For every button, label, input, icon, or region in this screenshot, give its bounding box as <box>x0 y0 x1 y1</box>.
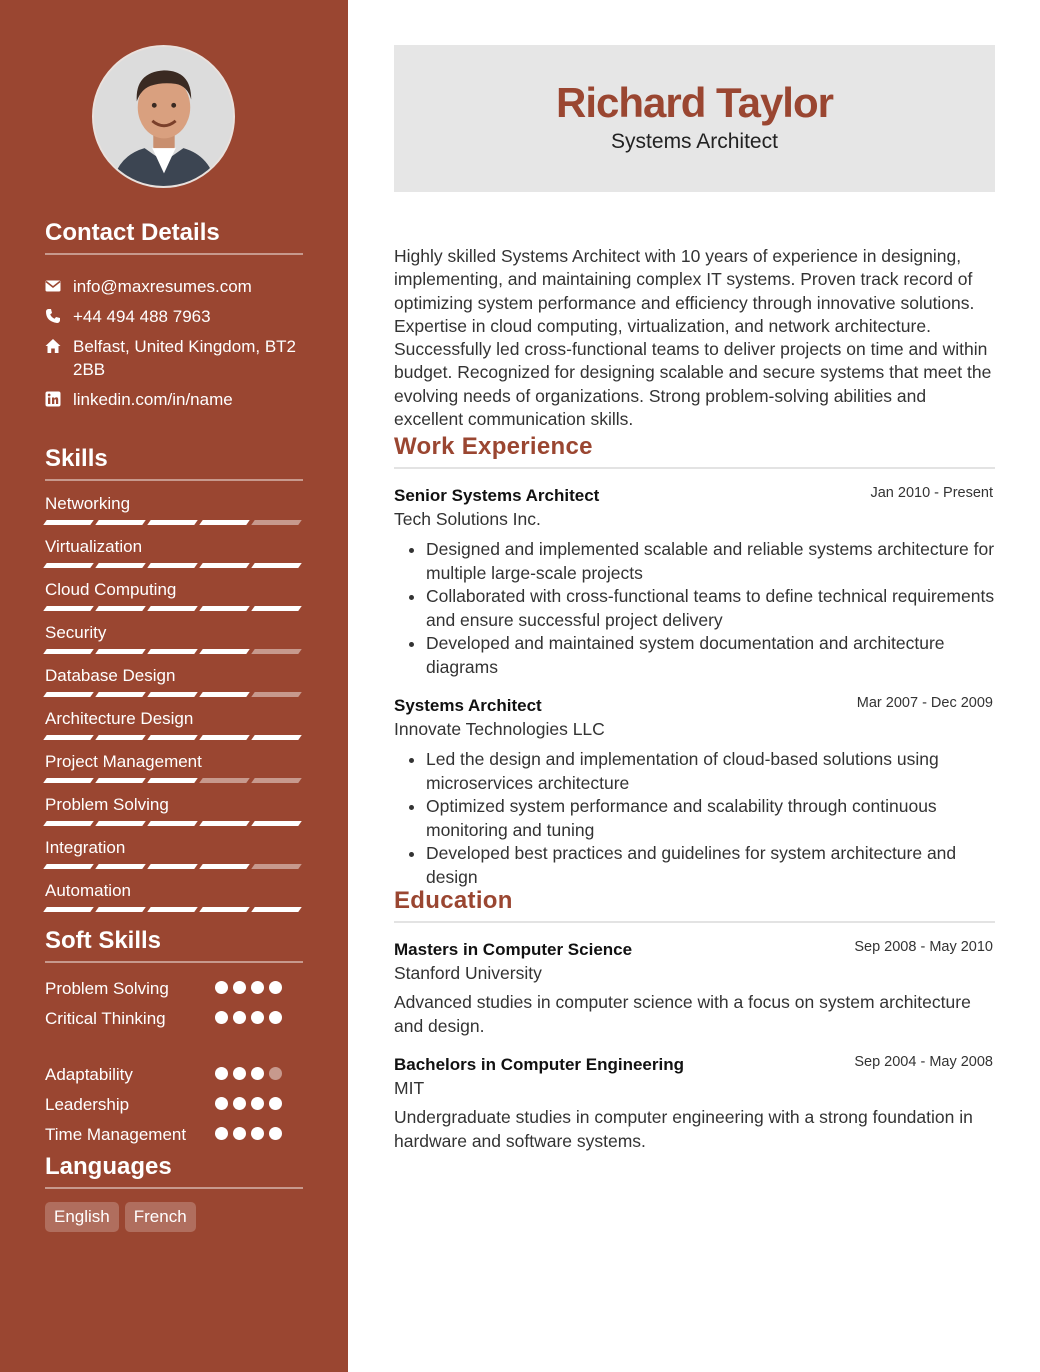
envelope-icon <box>45 275 73 294</box>
soft-skill-item <box>45 1008 303 1064</box>
skill-level-segment <box>95 735 146 740</box>
skill-level-segment <box>251 778 302 783</box>
rating-dot <box>215 981 228 994</box>
contact-email[interactable] <box>45 275 303 298</box>
rating-dot <box>269 981 282 994</box>
soft-skill-item <box>45 1124 303 1154</box>
job-bullet: • Optimized system performance and scalability through continuous monitoring and tuning <box>426 795 995 842</box>
skill-level-segment <box>251 864 302 869</box>
home-icon <box>45 335 73 354</box>
skill-level-segment <box>95 520 146 525</box>
skill-name: Architecture Design <box>45 709 194 728</box>
skill-level-segment <box>43 778 94 783</box>
soft-skill-rating <box>215 1011 282 1024</box>
contact-email-text: info@maxresumes.com <box>73 277 252 296</box>
language-tag: French <box>125 1202 196 1232</box>
skill-level-segment <box>251 520 302 525</box>
soft-skill-item <box>45 1094 303 1124</box>
languages-list <box>45 1202 303 1232</box>
education-date: Sep 2008 - May 2010 <box>854 939 993 955</box>
skill-name: Automation <box>45 881 131 900</box>
job-bullet: • Led the design and implementation of cloud-based solutions using microservices architecture <box>426 748 995 795</box>
rating-dot <box>233 1011 246 1024</box>
summary-text: Highly skilled Systems Architect with 10 years of experience in designing, implementing, and maintaining complex IT systems. Proven track record of optimizing system performance and efficiency through innovative solutions. Expertise in cloud computing, virtualization, and network architecture. Successfully led cross-functional teams to deliver projects on time and within budget. Recognized for designing scalable and secure systems that meet the evolving needs of organizations. Strong problem-solving abilities and excellent communication skills. <box>394 246 992 430</box>
rating-dot <box>251 1011 264 1024</box>
skill-item <box>45 579 303 622</box>
contact-phone-text: +44 494 488 7963 <box>73 307 211 326</box>
avatar <box>92 45 235 188</box>
rating-dot <box>251 981 264 994</box>
job-date: Jan 2010 - Present <box>870 485 993 501</box>
job-header <box>394 695 995 717</box>
skill-level-segment <box>147 563 198 568</box>
language-tag: English <box>45 1202 119 1232</box>
rating-dot <box>233 1097 246 1110</box>
soft-skill-rating <box>215 1067 282 1080</box>
rating-dot <box>269 1127 282 1140</box>
job-entry <box>394 485 995 679</box>
skill-name: Project Management <box>45 752 202 771</box>
skill-item <box>45 622 303 665</box>
skill-level-segment <box>95 778 146 783</box>
skill-level-segment <box>147 778 198 783</box>
candidate-name: Richard Taylor <box>556 79 833 126</box>
education-header <box>394 939 995 961</box>
skill-level-segment <box>251 907 302 912</box>
education-entry <box>394 1054 995 1153</box>
skill-level-segment <box>147 520 198 525</box>
skill-item <box>45 665 303 708</box>
skill-level-segment <box>199 606 250 611</box>
skill-item <box>45 837 303 880</box>
contact-section <box>45 219 303 418</box>
skill-level-segment <box>95 692 146 697</box>
skill-level-segment <box>199 735 250 740</box>
skill-level-bar <box>45 606 300 611</box>
rating-dot <box>215 1127 228 1140</box>
skill-item <box>45 880 303 923</box>
skill-level-bar <box>45 649 300 654</box>
education-degree: Masters in Computer Science <box>394 940 633 959</box>
work-list <box>394 485 995 889</box>
skill-level-segment <box>43 606 94 611</box>
skill-level-segment <box>43 649 94 654</box>
skill-item <box>45 536 303 579</box>
job-role: Senior Systems Architect <box>394 486 600 505</box>
work-heading: Work Experience <box>394 433 995 469</box>
skill-name: Cloud Computing <box>45 580 177 599</box>
skill-level-segment <box>251 692 302 697</box>
skill-level-segment <box>147 864 198 869</box>
skill-level-bar <box>45 778 300 783</box>
skill-level-segment <box>147 907 198 912</box>
languages-section <box>45 1153 303 1232</box>
skill-level-segment <box>147 649 198 654</box>
skill-level-segment <box>43 821 94 826</box>
job-bullet: • Developed best practices and guidelines for system architecture and design <box>426 842 995 889</box>
contact-phone[interactable] <box>45 305 303 328</box>
skill-level-segment <box>43 907 94 912</box>
soft-skill-rating <box>215 981 282 994</box>
job-date: Mar 2007 - Dec 2009 <box>856 695 993 711</box>
rating-dot <box>269 1067 282 1080</box>
skills-heading: Skills <box>45 445 303 481</box>
rating-dot <box>269 1011 282 1024</box>
job-header <box>394 485 995 507</box>
skill-level-segment <box>147 692 198 697</box>
skill-level-segment <box>43 864 94 869</box>
rating-dot <box>215 1011 228 1024</box>
skill-level-segment <box>147 735 198 740</box>
skill-level-bar <box>45 864 300 869</box>
skill-level-segment <box>199 563 250 568</box>
contact-linkedin-text: linkedin.com/in/name <box>73 390 233 409</box>
soft-skill-item <box>45 1064 303 1094</box>
skill-level-bar <box>45 692 300 697</box>
education-degree: Bachelors in Computer Engineering <box>394 1055 684 1074</box>
job-bullets <box>394 748 995 889</box>
rating-dot <box>215 1067 228 1080</box>
profile-photo-icon <box>94 47 233 186</box>
rating-dot <box>251 1097 264 1110</box>
soft-skill-rating <box>215 1127 282 1140</box>
education-description: Undergraduate studies in computer engineering with a strong foundation in hardware and software systems. <box>394 1107 973 1151</box>
education-school: MIT <box>394 1078 425 1098</box>
skill-name: Database Design <box>45 666 176 685</box>
education-heading: Education <box>394 887 995 923</box>
job-bullet: • Collaborated with cross-functional teams to define technical requirements and ensure successful project delivery <box>426 585 995 632</box>
candidate-title: Systems Architect <box>611 130 778 153</box>
skill-level-segment <box>251 606 302 611</box>
soft-skill-name: Critical Thinking <box>45 1009 166 1028</box>
skill-item <box>45 708 303 751</box>
phone-icon <box>45 305 73 324</box>
skills-list <box>45 493 303 923</box>
skill-level-segment <box>95 821 146 826</box>
skill-level-segment <box>251 821 302 826</box>
soft-skills-list <box>45 978 303 1154</box>
skill-level-segment <box>95 864 146 869</box>
soft-skills-heading: Soft Skills <box>45 927 303 963</box>
rating-dot <box>251 1127 264 1140</box>
job-bullet: • Developed and maintained system documentation and architecture diagrams <box>426 632 995 679</box>
skill-level-segment <box>199 821 250 826</box>
rating-dot <box>215 1097 228 1110</box>
skill-level-segment <box>95 563 146 568</box>
skill-item <box>45 751 303 794</box>
skill-level-bar <box>45 907 300 912</box>
contact-address <box>45 335 303 381</box>
skill-level-segment <box>251 649 302 654</box>
soft-skill-name: Problem Solving <box>45 979 169 998</box>
linkedin-icon <box>45 388 73 407</box>
job-bullet: • Designed and implemented scalable and reliable systems architecture for multiple large-scale projects <box>426 538 995 585</box>
skill-level-segment <box>95 907 146 912</box>
job-company: Tech Solutions Inc. <box>394 509 541 529</box>
education-list <box>394 939 995 1153</box>
languages-heading: Languages <box>45 1153 303 1189</box>
skill-level-segment <box>199 907 250 912</box>
skill-item <box>45 493 303 536</box>
contact-address-text: Belfast, United Kingdom, BT2 2BB <box>73 337 297 379</box>
soft-skill-rating <box>215 1097 282 1110</box>
skill-level-bar <box>45 520 300 525</box>
skill-level-bar <box>45 563 300 568</box>
soft-skills-section <box>45 927 303 1154</box>
skill-level-segment <box>95 649 146 654</box>
skill-name: Networking <box>45 494 131 513</box>
skill-level-segment <box>199 778 250 783</box>
skill-level-segment <box>43 563 94 568</box>
skill-item <box>45 794 303 837</box>
job-company: Innovate Technologies LLC <box>394 719 605 739</box>
skill-level-segment <box>199 649 250 654</box>
skill-level-bar <box>45 735 300 740</box>
education-school: Stanford University <box>394 963 542 983</box>
skill-level-segment <box>43 692 94 697</box>
skill-level-segment <box>43 735 94 740</box>
soft-skill-name: Time Management <box>45 1125 187 1144</box>
rating-dot <box>233 1127 246 1140</box>
soft-skill-item <box>45 978 303 1008</box>
contact-heading: Contact Details <box>45 219 303 255</box>
skill-level-segment <box>95 606 146 611</box>
name-header <box>394 45 995 192</box>
skill-level-segment <box>199 520 250 525</box>
skill-level-segment <box>147 606 198 611</box>
skill-level-segment <box>251 563 302 568</box>
skills-section <box>45 445 303 923</box>
education-section <box>394 887 995 1153</box>
skill-level-segment <box>199 692 250 697</box>
skill-level-bar <box>45 821 300 826</box>
education-description: Advanced studies in computer science with a focus on system architecture and design. <box>394 992 971 1036</box>
job-bullets <box>394 538 995 679</box>
job-entry <box>394 695 995 889</box>
skill-level-segment <box>251 735 302 740</box>
sidebar <box>0 0 348 1372</box>
rating-dot <box>251 1067 264 1080</box>
education-entry <box>394 939 995 1038</box>
rating-dot <box>233 1067 246 1080</box>
contact-list <box>45 275 303 411</box>
skill-name: Virtualization <box>45 537 143 556</box>
soft-skill-name: Adaptability <box>45 1065 133 1084</box>
work-section <box>394 433 995 889</box>
skill-level-segment <box>147 821 198 826</box>
education-header <box>394 1054 995 1076</box>
contact-linkedin[interactable] <box>45 388 303 411</box>
skill-level-segment <box>43 520 94 525</box>
skill-level-segment <box>199 864 250 869</box>
skill-name: Security <box>45 623 107 642</box>
rating-dot <box>269 1097 282 1110</box>
job-role: Systems Architect <box>394 696 542 715</box>
skill-name: Integration <box>45 838 126 857</box>
soft-skill-name: Leadership <box>45 1095 130 1114</box>
education-date: Sep 2004 - May 2008 <box>854 1054 993 1070</box>
rating-dot <box>233 981 246 994</box>
skill-name: Problem Solving <box>45 795 169 814</box>
